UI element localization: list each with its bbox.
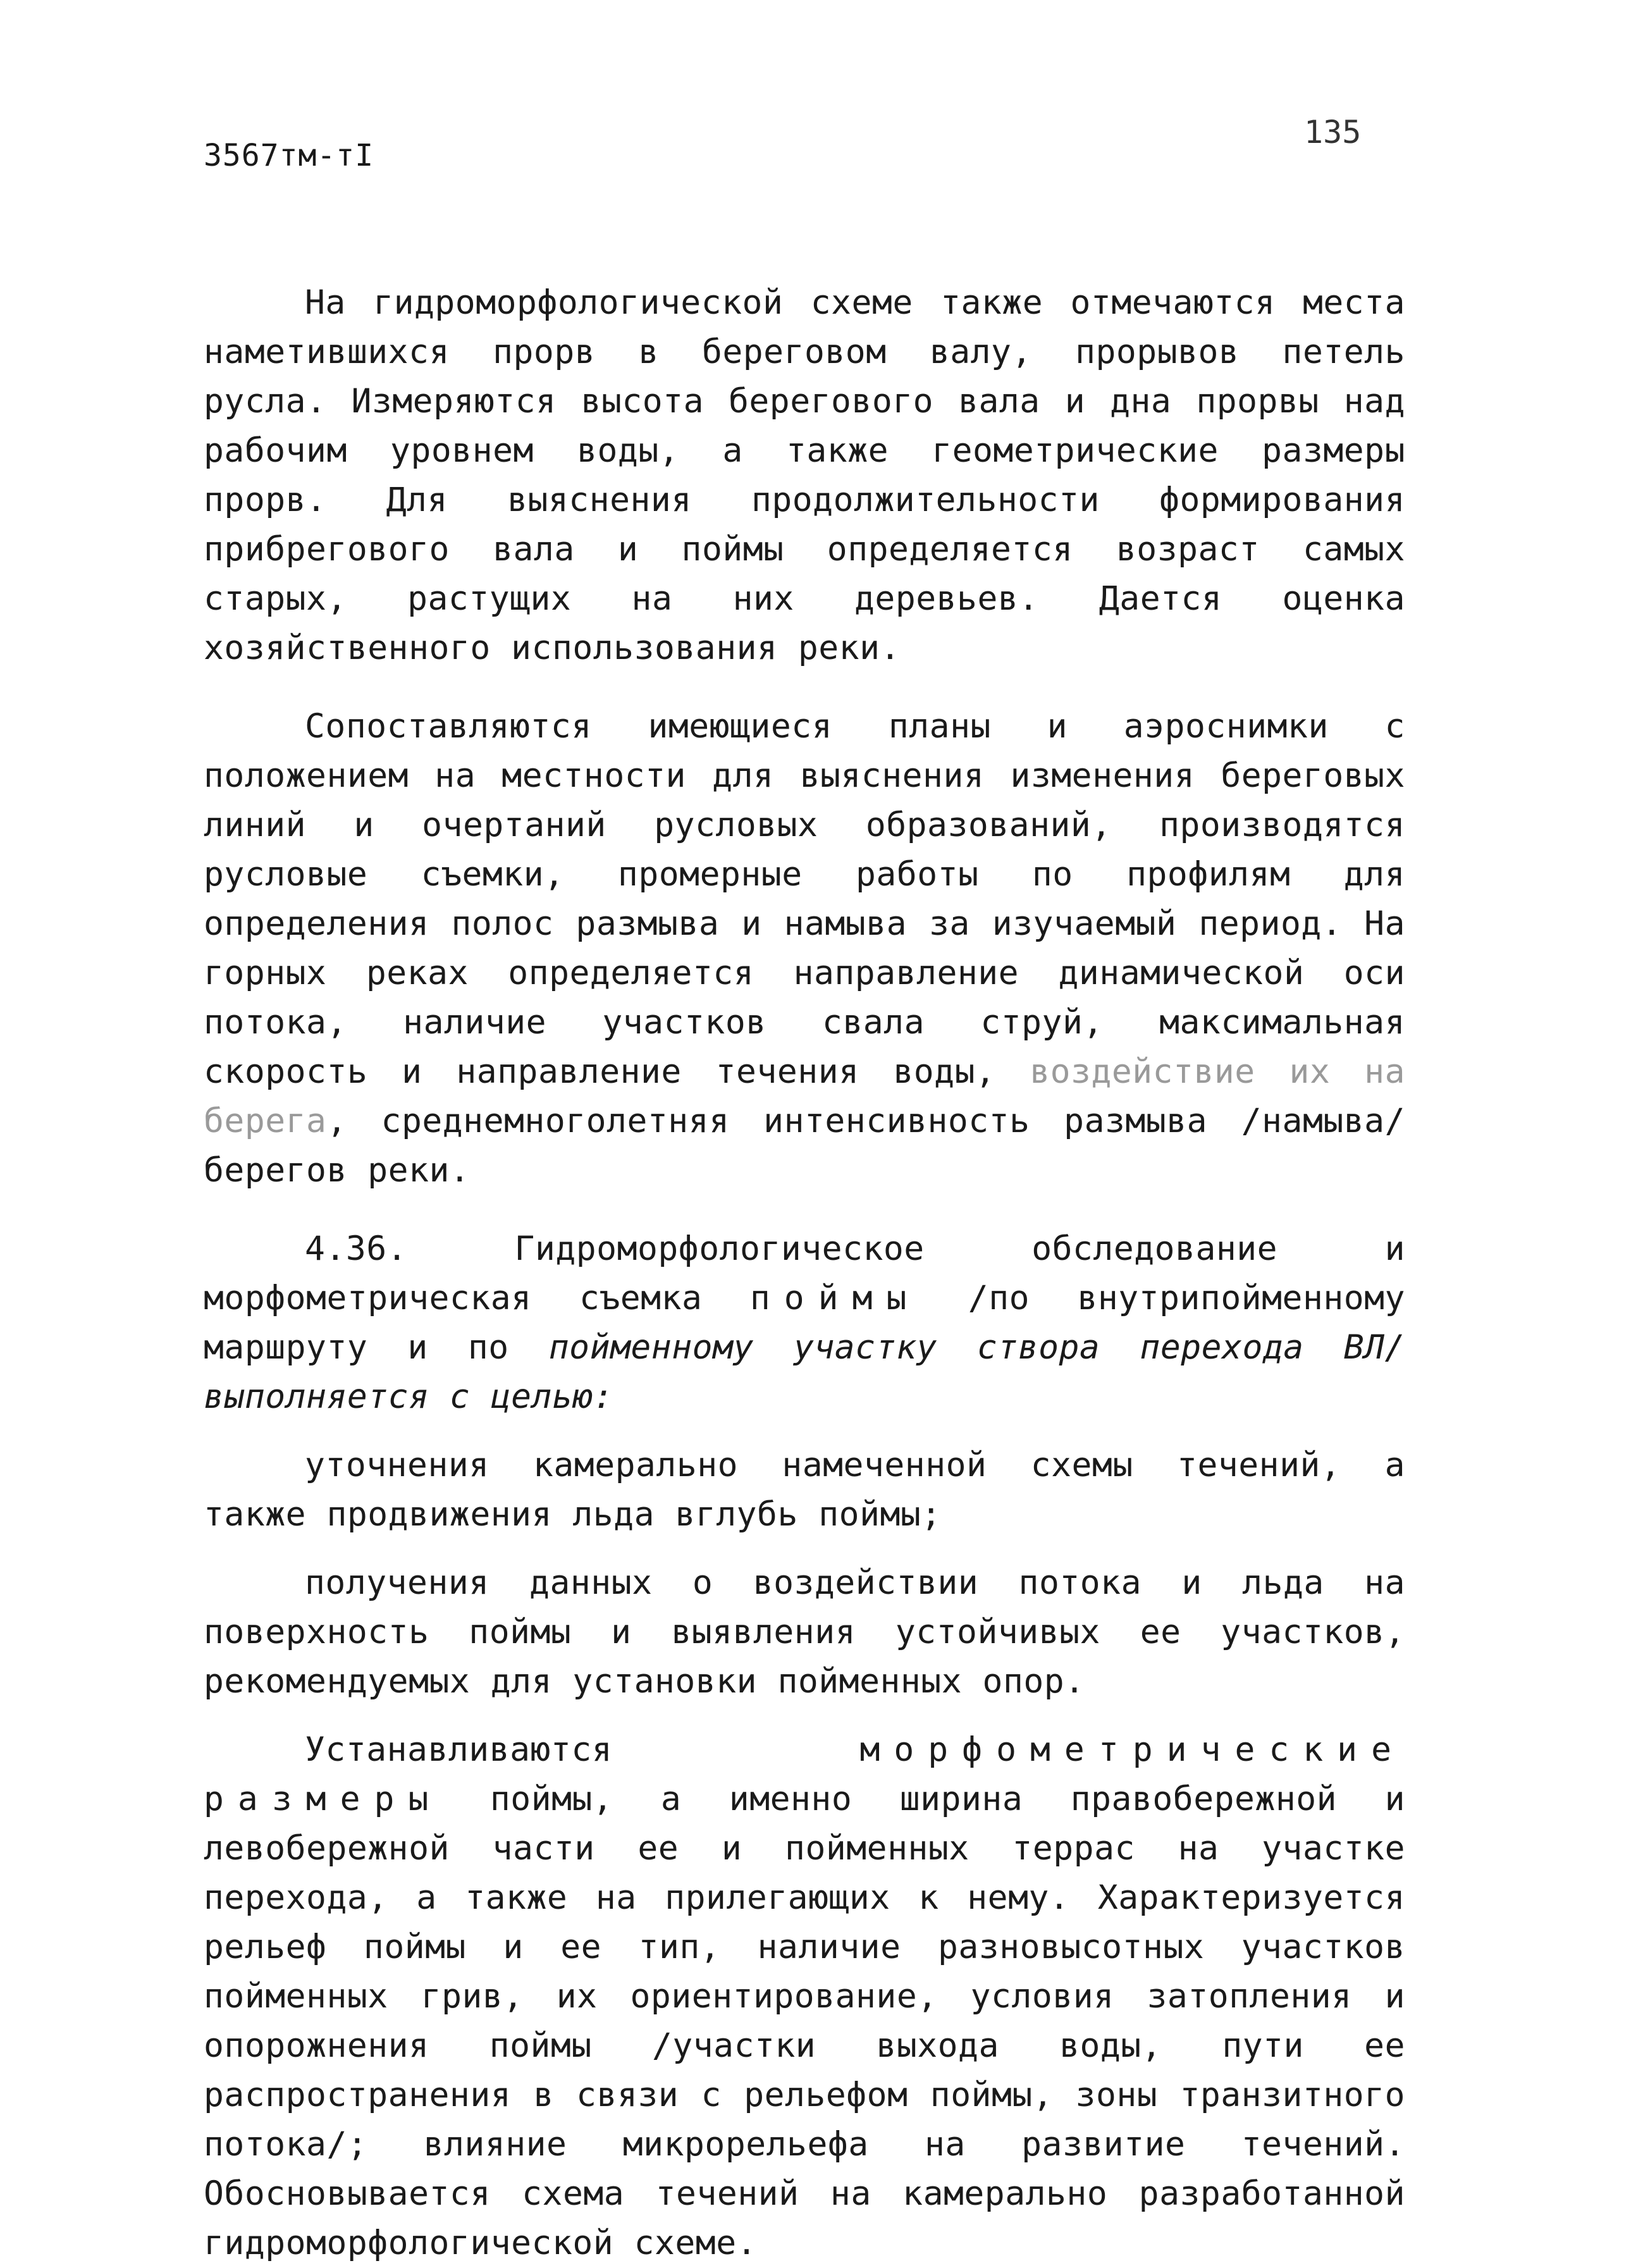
section-4-36-lead: 4.36. Гидроморфологическое обследование и морфометрическая съемка [204,1230,1405,1317]
morphometric-lead: Устанавливаются [305,1730,860,1769]
paragraph-plans-main: Сопоставляются имеющиеся планы и аэроснимки с положением на местности для выяснения изменения береговых линий и очертаний русловых образований, производятся русловые съемки, промерные работы по профилям для определения полос размыва и намыва за изучаемый период. На горных реках определяется направление динамической оси потока, наличие участков свала струй, максимальная скорость и направление течения воды, [204,707,1405,1091]
section-4-36-spaced-word: поймы [749,1279,921,1317]
morphometric-spaced-words: морфометрические размеры [204,1730,1405,1818]
document-body [204,278,1405,2268]
page-number: 135 [1304,114,1362,151]
paragraph-plans-tail: , среднемноголетняя интенсивность размыва /намыва/ берегов реки. [204,1102,1405,1190]
paragraph-morphometric-sizes [204,1725,1405,2268]
section-4-36-italic: пойменному участку створа перехода ВЛ/ выполняется с целью: [204,1328,1406,1416]
paragraph-hydromorphological-scheme: На гидроморфологической схеме также отмечаются места наметившихся прорв в береговом валу, прорывов петель русла. Измеряются высота берегового вала и дна прорвы над рабочим уровнем воды, а также геометрические размеры прорв. Для выяснения продолжительности формирования прибрегового вала и поймы определяется возраст самых старых, растущих на них деревьев. Дается оценка хозяйственного использования реки. [204,283,1405,667]
document-code: 3567тм-тI [204,138,374,173]
paragraph-purpose-data: получения данных о воздействии потока и льда на поверхность поймы и выявления устойчивых ее участков, рекомендуемых для установки пойменных опор. [204,1563,1405,1701]
section-4-36-mid: /по внутрипойменному маршруту и по [204,1279,1405,1367]
morphometric-tail: поймы, а именно ширина правобережной и левобережной части ее и пойменных террас на участке перехода, а также на прилегающих к нему. Характеризуется рельеф поймы и ее тип, наличие разновысотных участков пойменных грив, их ориентирование, условия затопления и опорожнения поймы /участки выхода воды, пути ее распространения в связи с рельефом поймы, зоны транзитного потока/; влияние микрорельефа на развитие течений. Обосновывается схема течений на камерально разработанной гидроморфологической схеме. [204,1780,1405,2262]
paragraph-plans-comparison [204,702,1405,1195]
paragraph-plans-faint: воздействие их на берега [204,1052,1406,1140]
paragraph-section-4-36 [204,1224,1405,1422]
paragraph-purpose-currents: уточнения камерально намеченной схемы течений, а также продвижения льда вглубь поймы; [204,1446,1405,1534]
